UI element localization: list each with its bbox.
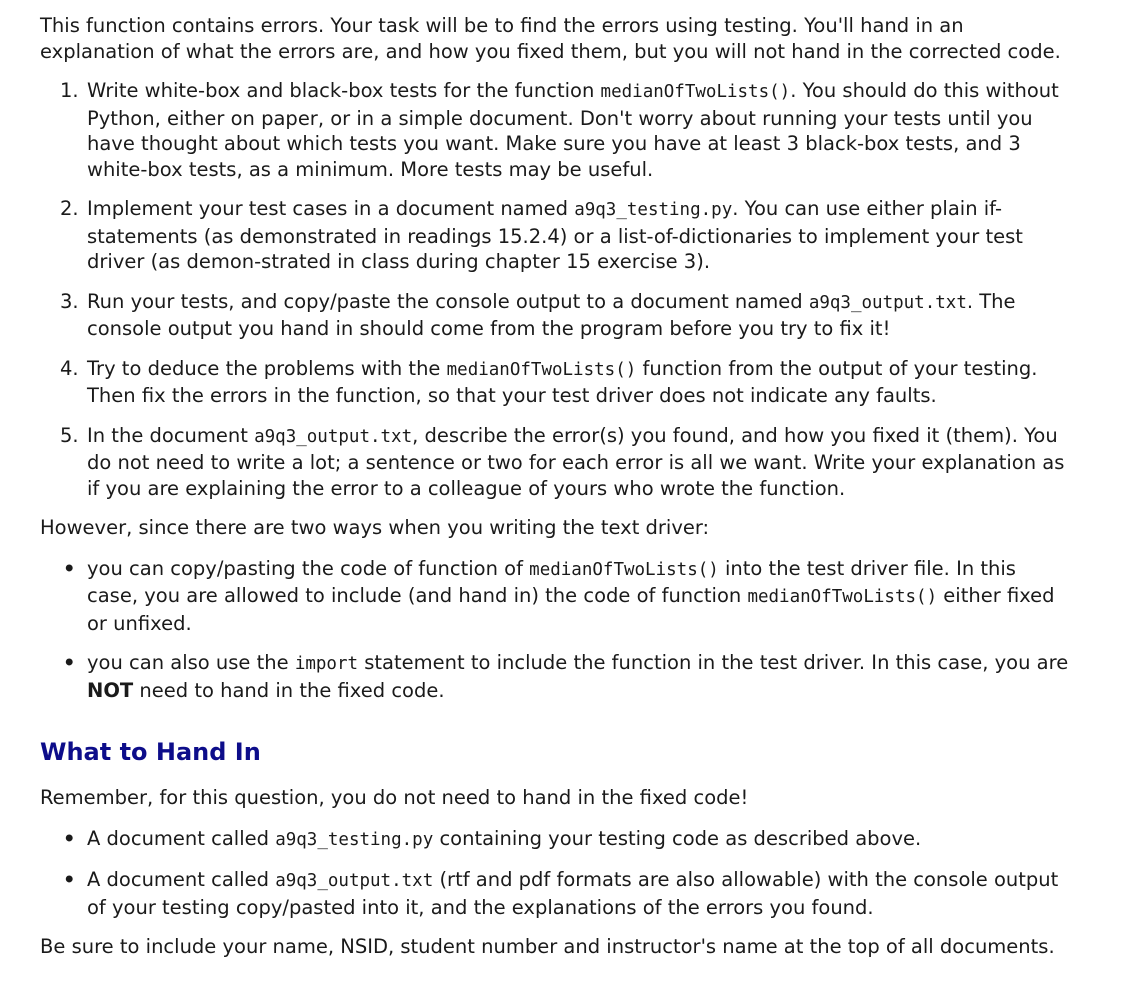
inline-code: a9q3_testing.py xyxy=(574,200,733,220)
inline-code: a9q3_output.txt xyxy=(275,871,434,891)
option-text: you can copy/pasting the code of function of xyxy=(87,556,530,580)
task-step xyxy=(60,196,1070,275)
option-text: into the test driver file. In this case, you are allowed to include (and hand in) the code of function xyxy=(87,556,1016,607)
driver-option xyxy=(63,556,1070,637)
emphasis-text: NOT xyxy=(87,678,134,702)
step-text: Try to deduce the problems with the xyxy=(87,356,447,380)
inline-code: a9q3_output.txt xyxy=(254,426,413,447)
remember-paragraph: Remember, for this question, you do not need to hand in the fixed code! xyxy=(40,786,749,809)
item-text: (rtf and pdf formats are also allowable) with the console output of your testing copy/pasted into it, and the explanations of the errors you found. xyxy=(87,868,1059,919)
step-text: In the document xyxy=(87,423,255,447)
option-text: need to hand in the fixed code. xyxy=(133,678,445,702)
step-number: 5. xyxy=(60,423,79,447)
hand-in-item xyxy=(63,867,1070,920)
inline-code: medianOfTwoLists() xyxy=(600,82,791,102)
bullet-icon: • xyxy=(63,868,76,891)
bullet-icon: • xyxy=(63,556,76,580)
option-text: either fixed or unfixed. xyxy=(87,584,1055,635)
option-text: you can also use the xyxy=(87,651,295,674)
step-number: 2. xyxy=(60,197,79,220)
task-step xyxy=(60,289,1070,342)
inline-code: medianOfTwoLists() xyxy=(446,359,637,380)
task-step xyxy=(60,78,1070,182)
section-heading: What to Hand In xyxy=(40,738,261,766)
inline-code: a9q3_testing.py xyxy=(275,829,434,850)
driver-options-list xyxy=(40,556,1070,704)
step-text: Write white-box and black-box tests for the function xyxy=(87,79,601,102)
inline-code: import xyxy=(294,654,359,674)
hand-in-item xyxy=(63,826,1070,854)
inline-code: a9q3_output.txt xyxy=(808,292,967,313)
step-number: 3. xyxy=(60,289,79,313)
however-paragraph: However, since there are two ways when you writing the text driver: xyxy=(40,516,710,539)
task-step xyxy=(60,423,1070,502)
hand-in-list xyxy=(40,826,1070,921)
intro-paragraph: This function contains errors. Your task will be to find the errors using testing. You'll hand in an explanation of what the errors are, and how you fixed them, but you will not hand in the corrected code. xyxy=(40,14,1061,63)
inline-code: medianOfTwoLists() xyxy=(529,559,719,580)
step-text: Implement your test cases in a document named xyxy=(87,197,575,220)
step-number: 1. xyxy=(60,79,79,102)
footer-paragraph: Be sure to include your name, NSID, student number and instructor's name at the top of all documents. xyxy=(40,935,1055,958)
task-step xyxy=(60,356,1070,409)
bullet-icon: • xyxy=(63,826,76,850)
step-number: 4. xyxy=(60,356,79,380)
step-text: . The console output you hand in should come from the program before you try to fix it! xyxy=(87,289,1016,340)
option-text: statement to include the function in the test driver. In this case, you are xyxy=(358,651,1069,674)
bullet-icon: • xyxy=(63,651,76,674)
item-text: A document called xyxy=(87,826,276,850)
step-text: . You should do this without Python, either on paper, or in a simple document. Don't worry about running your tests until you have thought about which tests you want. Make sure you have at least 3 black-box tests, and 3 white-box tests, as a minimum. More tests may be useful. xyxy=(87,79,1059,181)
step-text: . You can use either plain if-statements (as demonstrated in readings 15.2.4) or a list-of-dictionaries to implement your test driver (as demon-strated in class during chapter 15 exercise 3). xyxy=(87,197,1023,273)
task-steps-list xyxy=(40,78,1070,501)
driver-option xyxy=(63,650,1070,703)
inline-code: medianOfTwoLists() xyxy=(747,587,938,607)
step-text: Run your tests, and copy/paste the console output to a document named xyxy=(87,289,809,313)
step-text: function from the output of your testing. Then fix the errors in the function, so that your test driver does not indicate any faults. xyxy=(87,356,1038,407)
item-text: containing your testing code as described above. xyxy=(433,826,922,850)
step-text: , describe the error(s) you found, and how you fixed it (them). You do not need to write a lot; a sentence or two for each error is all we want. Write your explanation as if you are explaining the error to a colleague of yours who wrote the function. xyxy=(87,423,1065,500)
item-text: A document called xyxy=(87,868,276,891)
